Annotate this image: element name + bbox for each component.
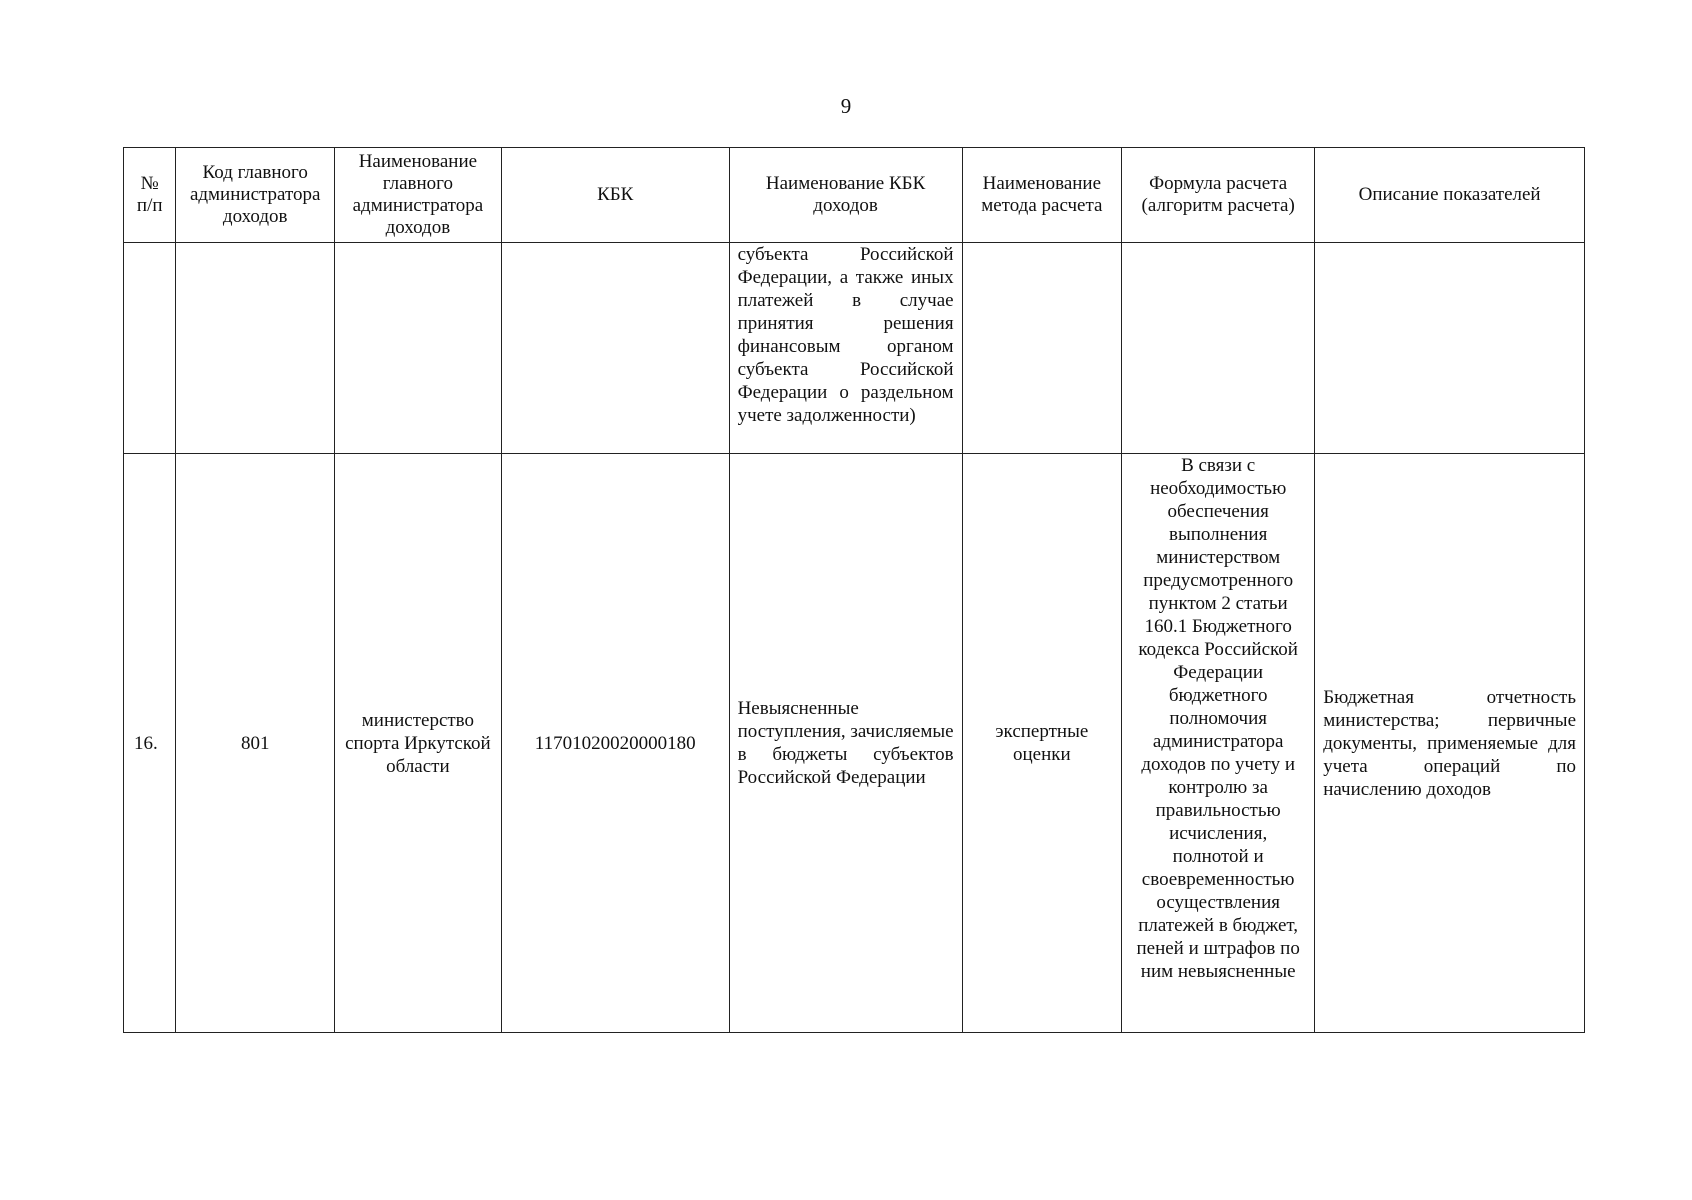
cell-kbk-name: Невыясненные поступления, зачисляемые в бюджеты субъектов Российской Федерации xyxy=(729,454,962,1033)
header-admin-code: Код главного администратора доходов xyxy=(176,148,334,243)
cell-empty xyxy=(1315,243,1585,454)
cell-method: экспертные оценки xyxy=(962,454,1122,1033)
cell-kbk: 11701020020000180 xyxy=(501,454,729,1033)
header-formula: Формула расчета (алгоритм расчета) xyxy=(1122,148,1315,243)
header-num: № п/п xyxy=(124,148,176,243)
cell-empty xyxy=(334,243,501,454)
cell-empty xyxy=(962,243,1122,454)
table-row xyxy=(124,454,1585,1033)
header-kbk: КБК xyxy=(501,148,729,243)
header-method: Наименование метода расчета xyxy=(962,148,1122,243)
cell-empty xyxy=(176,243,334,454)
revenue-method-table xyxy=(123,147,1585,1033)
page-number: 9 xyxy=(840,94,852,118)
cell-formula: В связи с необходимостью обеспечения выполнения министерством предусмотренного пунктом 2 статьи 160.1 Бюджетного кодекса Российской Федерации бюджетного полномочия администратора доходов по учету и контролю за правильностью исчисления, полнотой и своевременностью осуществления платежей в бюджет, пеней и штрафов по ним невыясненные xyxy=(1122,454,1315,1033)
cell-admin-code: 801 xyxy=(176,454,334,1033)
cell-empty xyxy=(1122,243,1315,454)
cell-num: 16. xyxy=(124,454,176,1033)
table-row-continuation xyxy=(124,243,1585,454)
cell-admin-name: министерство спорта Иркутской области xyxy=(334,454,501,1033)
cell-empty xyxy=(501,243,729,454)
cell-kbk-name-continuation: субъекта Российской Федерации, а также иных платежей в случае принятия решения финансовым органом субъекта Российской Федерации о раздельном учете задолженности) xyxy=(729,243,962,454)
cell-description: Бюджетная отчетность министерства; первичные документы, применяемые для учета операций по начислению доходов xyxy=(1315,454,1585,1033)
table-header-row xyxy=(124,148,1585,243)
header-description: Описание показателей xyxy=(1315,148,1585,243)
header-admin-name: Наименование главного администратора доходов xyxy=(334,148,501,243)
cell-empty xyxy=(124,243,176,454)
header-kbk-name: Наименование КБК доходов xyxy=(729,148,962,243)
